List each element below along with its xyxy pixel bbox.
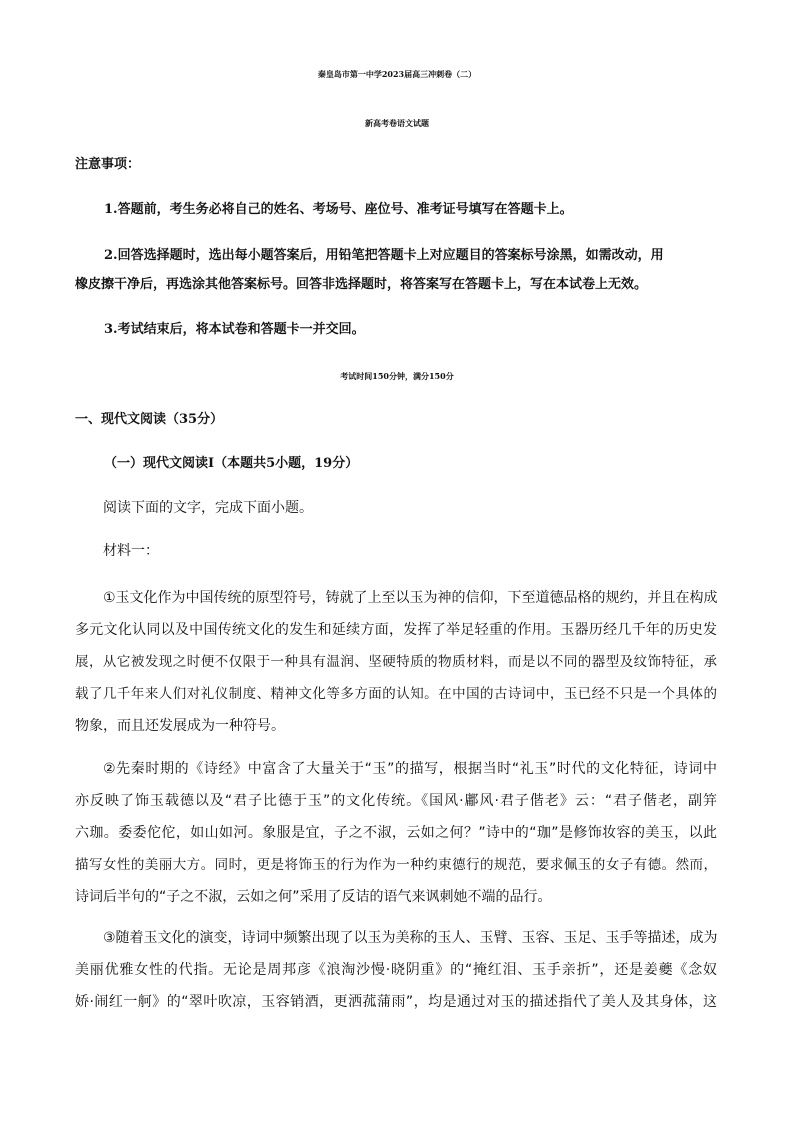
section-1-sub-heading: （一）现代文阅读Ⅰ（本题共5小题，19分） xyxy=(104,456,359,471)
notice-item-3: 3.考试结束后，将本试卷和答题卡一并交回。 xyxy=(104,322,365,337)
exam-subtitle: 新高考卷语文试题 xyxy=(365,118,429,128)
notice-item-2-line-1: 2.回答选择题时，选出每小题答案后，用铅笔把答题卡上对应题目的答案标号涂黑，如需改动，用 xyxy=(104,248,664,263)
notice-item-2-line-2: 橡皮擦干净后，再选涂其他答案标号。回答非选择题时，将答案写在答题卡上，写在本试卷上无效。 xyxy=(75,277,648,292)
notice-item-1: 1.答题前，考生务必将自己的姓名、考场号、座位号、准考证号填写在答题卡上。 xyxy=(104,202,573,217)
paragraph-2-line: 诗词后半句的“子之不淑，云如之何”采用了反诘的语气来讽刺她不端的品行。 xyxy=(75,889,552,905)
paragraph-1-line: ①玉文化作为中国传统的原型符号，铸就了上至以玉为神的信仰，下至道德品格的规约，并且在构成 xyxy=(103,590,718,606)
paragraph-1-line: 物象，而且还发展成为一种符号。 xyxy=(75,718,285,734)
material-label: 材料一： xyxy=(103,543,159,559)
notice-heading: 注意事项： xyxy=(75,157,141,172)
exam-info: 考试时间150分钟，满分150分 xyxy=(340,371,454,381)
exam-title: 秦皇岛市第一中学2023届高三冲刺卷（二） xyxy=(317,69,477,79)
paragraph-1-line: 载了几千年来人们对礼仪制度、精神文化等多方面的认知。在中国的古诗词中，玉已经不只是一个具体的 xyxy=(75,686,717,702)
paragraph-3-line: 美丽优雅女性的代指。无论是周邦彦《浪淘沙慢·晓阴重》的“掩红泪、玉手亲折”，还是姜夔《念奴 xyxy=(75,962,717,978)
paragraph-1 xyxy=(75,589,717,749)
paragraph-2 xyxy=(75,760,717,920)
paragraph-3-line: 娇·闹红一舸》的“翠叶吹凉，玉容销酒，更洒菰蒲雨”，均是通过对玉的描述指代了美人及其身体，这 xyxy=(75,994,717,1010)
paragraph-2-line: ②先秦时期的《诗经》中富含了大量关于“玉”的描写，根据当时“礼玉”时代的文化特征，诗词中 xyxy=(103,761,717,777)
paragraph-3 xyxy=(75,929,717,1025)
paragraph-1-line: 展，从它被发现之时便不仅限于一种具有温润、坚硬特质的物质材料，而是以不同的器型及纹饰特征，承 xyxy=(75,654,717,670)
reading-instruction: 阅读下面的文字，完成下面小题。 xyxy=(103,500,313,516)
section-1-heading: 一、现代文阅读（35分） xyxy=(75,412,224,427)
paragraph-2-line: 亦反映了饰玉载德以及“君子比德于玉”的文化传统。《国风·鄘风·君子偕老》云：“君子偕老，副笄 xyxy=(75,793,717,809)
paragraph-1-line: 多元文化认同以及中国传统文化的发生和延续方面，发挥了举足轻重的作用。玉器历经几千年的历史发 xyxy=(75,622,717,638)
paragraph-2-line: 六珈。委委佗佗，如山如河。象服是宜，子之不淑，云如之何？”诗中的“珈”是修饰妆容的美玉，以此 xyxy=(75,825,717,841)
paragraph-2-line: 描写女性的美丽大方。同时，更是将饰玉的行为作为一种约束德行的规范，要求佩玉的女子有德。然而， xyxy=(75,857,717,873)
paragraph-3-line: ③随着玉文化的演变，诗词中频繁出现了以玉为美称的玉人、玉臂、玉容、玉足、玉手等描述，成为 xyxy=(103,930,718,946)
